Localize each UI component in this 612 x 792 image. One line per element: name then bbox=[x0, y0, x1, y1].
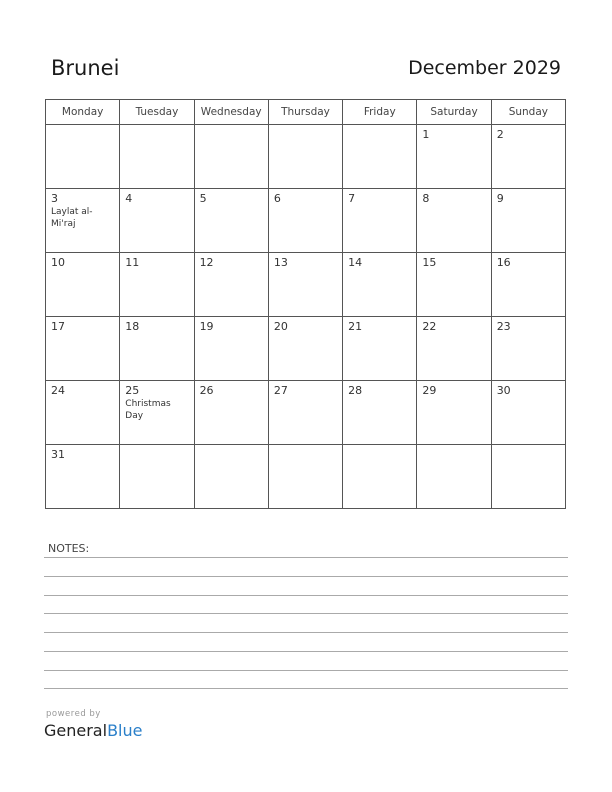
day-number: 10 bbox=[51, 256, 65, 269]
day-cell bbox=[46, 445, 120, 509]
note-line bbox=[44, 595, 568, 596]
day-cell bbox=[120, 125, 194, 189]
week-row bbox=[46, 381, 566, 445]
day-cell bbox=[46, 317, 120, 381]
day-cell bbox=[491, 189, 565, 253]
day-cell bbox=[417, 445, 491, 509]
country-title: Brunei bbox=[51, 56, 120, 80]
holiday-label: Christmas Day bbox=[125, 399, 171, 421]
day-number: 18 bbox=[125, 320, 140, 333]
month-year-title: December 2029 bbox=[408, 57, 561, 79]
note-line bbox=[44, 576, 568, 577]
day-cell bbox=[491, 317, 565, 381]
day-number: 27 bbox=[273, 384, 288, 397]
day-number: 8 bbox=[422, 192, 430, 205]
weekday-header: Thursday bbox=[268, 100, 342, 125]
day-number: 1 bbox=[422, 128, 430, 141]
week-row bbox=[46, 125, 566, 189]
day-number: 29 bbox=[422, 384, 437, 397]
day-cell bbox=[268, 253, 342, 317]
day-cell bbox=[120, 253, 194, 317]
weekday-header-row bbox=[46, 100, 566, 125]
day-cell bbox=[268, 125, 342, 189]
day-number: 16 bbox=[496, 256, 511, 269]
holiday-label: Laylat al-Mi'raj bbox=[51, 207, 93, 229]
day-cell bbox=[268, 317, 342, 381]
day-number: 24 bbox=[51, 384, 65, 397]
day-cell bbox=[194, 445, 268, 509]
brand-logo bbox=[44, 721, 142, 740]
day-cell bbox=[343, 125, 417, 189]
day-cell bbox=[491, 381, 565, 445]
weekday-header: Saturday bbox=[417, 100, 491, 125]
brand-general: General bbox=[44, 721, 108, 740]
week-row bbox=[46, 445, 566, 509]
day-cell bbox=[343, 317, 417, 381]
day-cell bbox=[194, 125, 268, 189]
day-number: 2 bbox=[496, 128, 504, 141]
day-number: 12 bbox=[199, 256, 214, 269]
brand-blue: Blue bbox=[107, 721, 143, 740]
day-number: 21 bbox=[348, 320, 363, 333]
day-cell bbox=[120, 381, 194, 445]
day-number: 5 bbox=[199, 192, 207, 205]
day-cell bbox=[268, 381, 342, 445]
day-cell bbox=[417, 317, 491, 381]
weekday-header: Friday bbox=[343, 100, 417, 125]
day-cell bbox=[120, 445, 194, 509]
day-cell bbox=[46, 381, 120, 445]
day-number: 30 bbox=[496, 384, 511, 397]
day-cell bbox=[268, 189, 342, 253]
day-cell bbox=[343, 189, 417, 253]
day-number: 4 bbox=[125, 192, 133, 205]
day-number: 23 bbox=[496, 320, 511, 333]
day-cell bbox=[194, 189, 268, 253]
day-number: 22 bbox=[422, 320, 437, 333]
day-number: 28 bbox=[348, 384, 363, 397]
day-cell bbox=[194, 317, 268, 381]
day-number: 3 bbox=[51, 192, 58, 205]
calendar-grid bbox=[45, 99, 566, 509]
note-line bbox=[44, 670, 568, 671]
day-number: 25 bbox=[125, 384, 140, 397]
day-number: 13 bbox=[273, 256, 288, 269]
day-number: 15 bbox=[422, 256, 437, 269]
day-number: 9 bbox=[496, 192, 504, 205]
week-row bbox=[46, 253, 566, 317]
note-line bbox=[44, 613, 568, 614]
weekday-header: Monday bbox=[46, 100, 120, 125]
note-line bbox=[44, 557, 568, 558]
day-number: 14 bbox=[348, 256, 363, 269]
day-number: 31 bbox=[51, 448, 65, 461]
day-number: 19 bbox=[199, 320, 214, 333]
weekday-header: Wednesday bbox=[194, 100, 268, 125]
day-cell bbox=[417, 125, 491, 189]
day-cell bbox=[417, 381, 491, 445]
day-cell bbox=[343, 445, 417, 509]
day-number: 11 bbox=[125, 256, 140, 269]
weekday-header: Tuesday bbox=[120, 100, 194, 125]
weekday-header: Sunday bbox=[491, 100, 565, 125]
day-cell bbox=[268, 445, 342, 509]
day-cell bbox=[120, 317, 194, 381]
note-line bbox=[44, 632, 568, 633]
day-number: 26 bbox=[199, 384, 214, 397]
day-cell bbox=[46, 253, 120, 317]
day-number: 7 bbox=[348, 192, 356, 205]
day-cell bbox=[343, 253, 417, 317]
day-cell bbox=[120, 189, 194, 253]
day-cell bbox=[46, 189, 120, 253]
week-row bbox=[46, 317, 566, 381]
day-cell bbox=[491, 253, 565, 317]
day-number: 6 bbox=[273, 192, 281, 205]
powered-by-text: powered by bbox=[46, 709, 101, 719]
day-cell bbox=[417, 253, 491, 317]
day-cell bbox=[417, 189, 491, 253]
day-cell bbox=[194, 381, 268, 445]
day-number: 17 bbox=[51, 320, 65, 333]
note-line bbox=[44, 688, 568, 689]
note-line bbox=[44, 651, 568, 652]
week-row bbox=[46, 189, 566, 253]
day-cell bbox=[343, 381, 417, 445]
notes-label: NOTES: bbox=[48, 542, 90, 555]
day-cell bbox=[194, 253, 268, 317]
day-number: 20 bbox=[273, 320, 288, 333]
day-cell bbox=[491, 125, 565, 189]
day-cell bbox=[46, 125, 120, 189]
day-cell bbox=[491, 445, 565, 509]
